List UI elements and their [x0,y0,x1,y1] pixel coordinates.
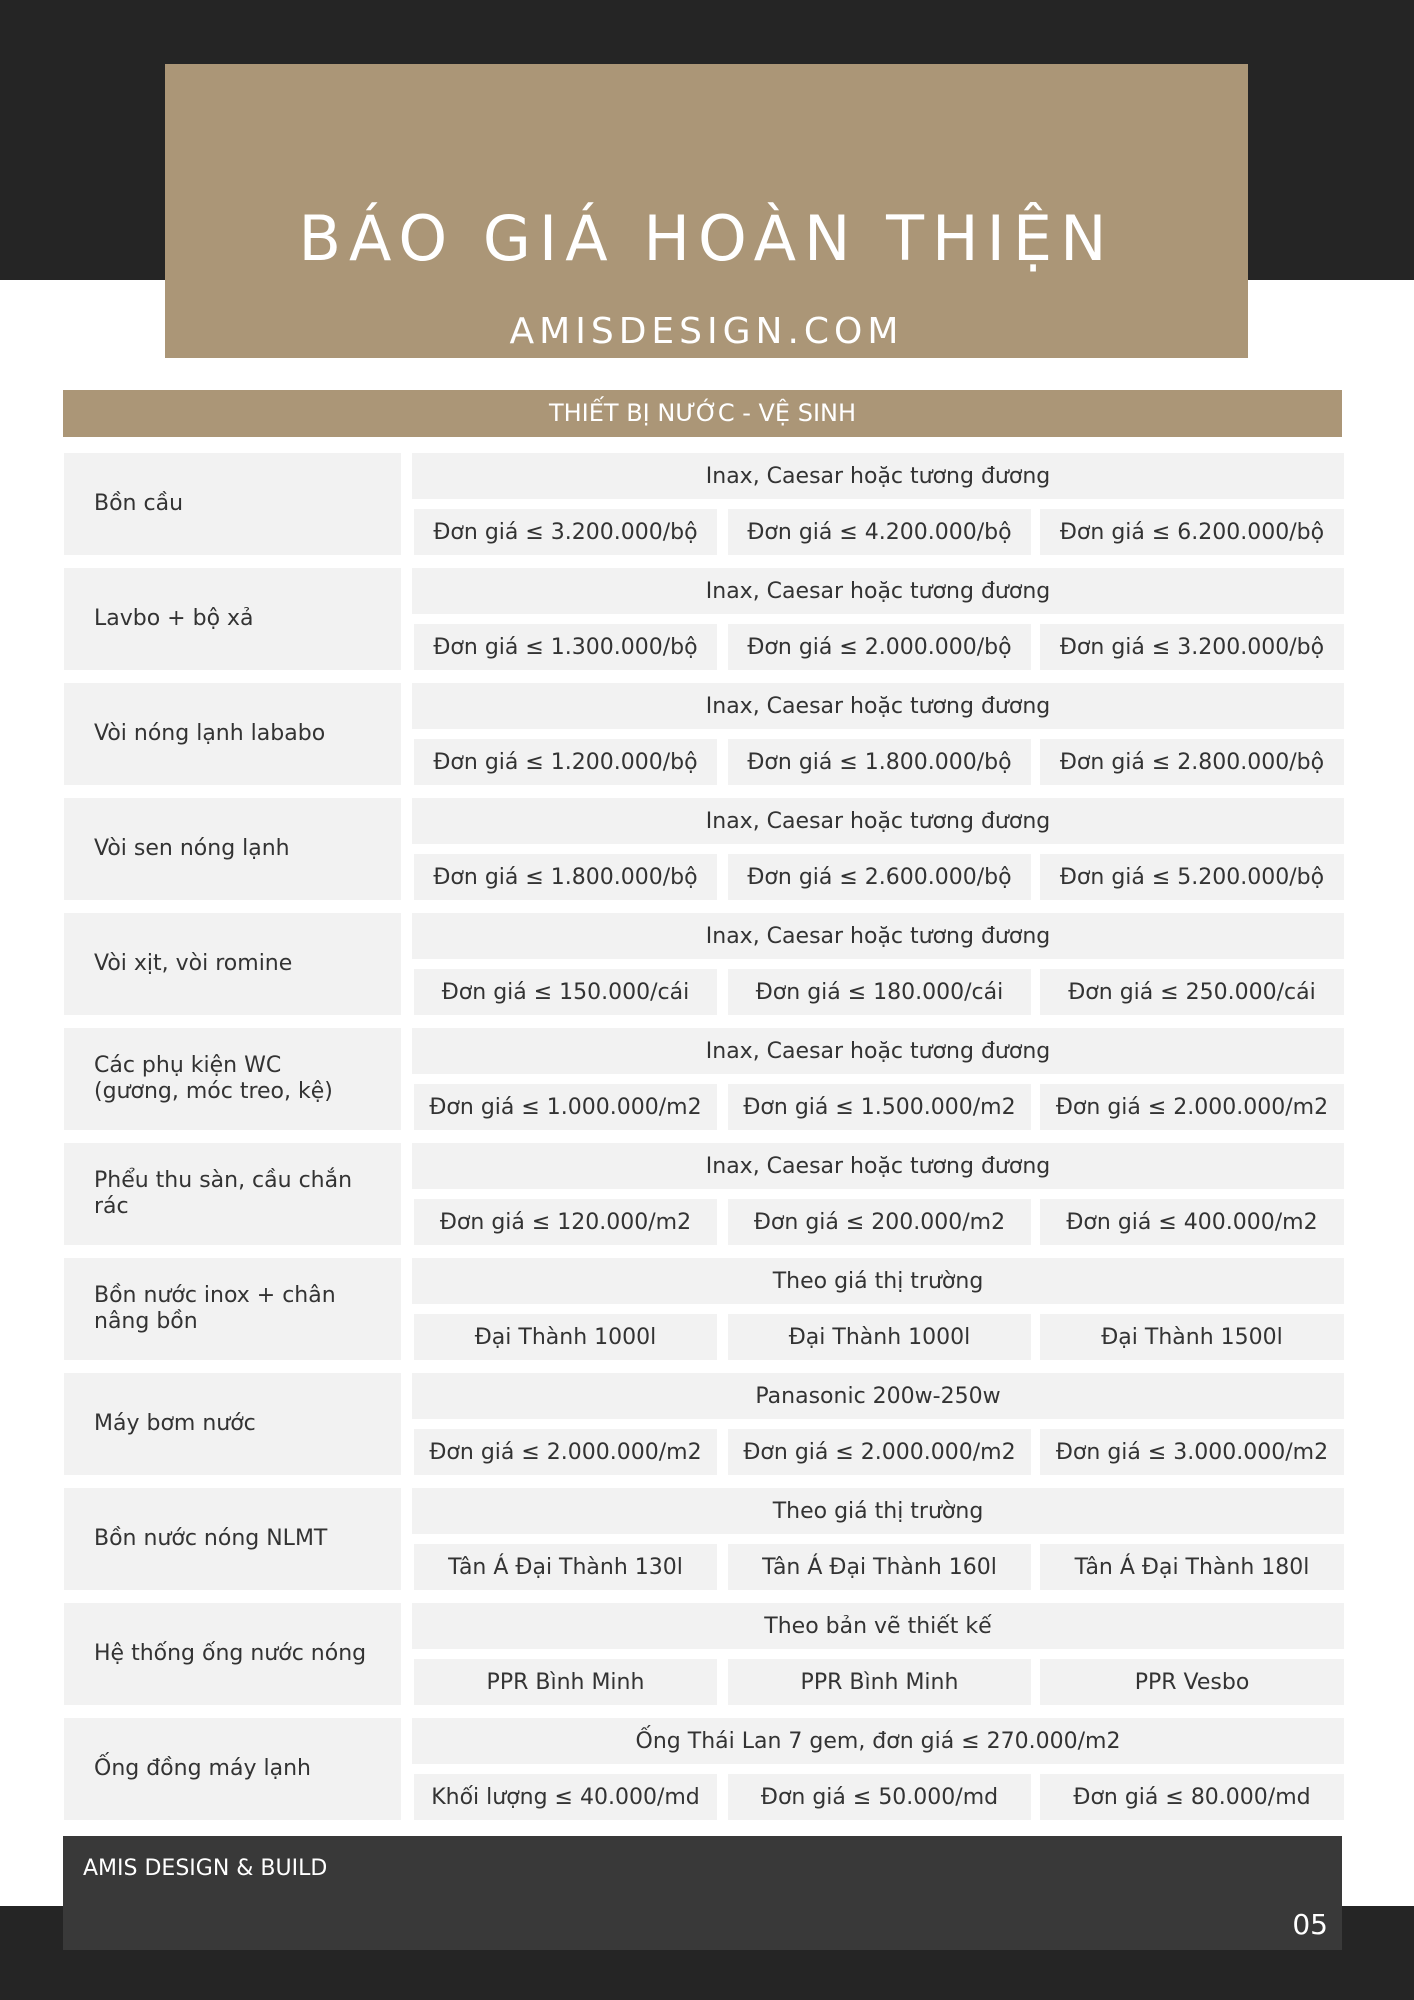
price-tier-3: PPR Vesbo [1040,1659,1344,1705]
item-label: Máy bơm nước [64,1373,401,1475]
price-tier-2: Đơn giá ≤ 1.800.000/bộ [728,739,1031,785]
table-row [63,1488,1344,1590]
table-row [63,798,1344,900]
price-tier-1: Tân Á Đại Thành 130l [414,1544,717,1590]
item-label: Vòi nóng lạnh lababo [64,683,401,785]
website-label: AMISDESIGN.COM [509,311,904,352]
price-tier-3: Đơn giá ≤ 5.200.000/bộ [1040,854,1344,900]
price-tier-3: Đơn giá ≤ 400.000/m2 [1040,1199,1344,1245]
price-tier-3: Đại Thành 1500l [1040,1314,1344,1360]
item-label: Lavbo + bộ xả [64,568,401,670]
item-label: Bồn nước inox + chân nâng bồn [64,1258,401,1360]
table-row [63,1258,1344,1360]
price-tier-3: Đơn giá ≤ 3.200.000/bộ [1040,624,1344,670]
brand-note: Inax, Caesar hoặc tương đương [412,453,1344,499]
brand-note: Inax, Caesar hoặc tương đương [412,1143,1344,1189]
price-tier-1: Đơn giá ≤ 1.800.000/bộ [414,854,717,900]
price-tier-3: Đơn giá ≤ 250.000/cái [1040,969,1344,1015]
table-row [63,683,1344,785]
price-tier-1: Đơn giá ≤ 150.000/cái [414,969,717,1015]
item-label: Vòi sen nóng lạnh [64,798,401,900]
item-label: Các phụ kiện WC (gương, móc treo, kệ) [64,1028,401,1130]
price-tier-2: Đơn giá ≤ 200.000/m2 [728,1199,1031,1245]
price-tier-2: Đại Thành 1000l [728,1314,1031,1360]
item-label: Phểu thu sàn, cầu chắn rác [64,1143,401,1245]
table-row [63,1603,1344,1705]
price-tier-2: Đơn giá ≤ 2.000.000/bộ [728,624,1031,670]
item-label: Vòi xịt, vòi romine [64,913,401,1015]
price-tier-1: Đơn giá ≤ 1.000.000/m2 [414,1084,717,1130]
price-tier-2: Đơn giá ≤ 4.200.000/bộ [728,509,1031,555]
table-row [63,568,1344,670]
table-row [63,1028,1344,1130]
item-label: Bồn nước nóng NLMT [64,1488,401,1590]
price-tier-2: Đơn giá ≤ 2.000.000/m2 [728,1429,1031,1475]
table-row [63,1718,1344,1820]
brand-note: Theo giá thị trường [412,1258,1344,1304]
brand-note: Theo giá thị trường [412,1488,1344,1534]
price-tier-1: Đơn giá ≤ 2.000.000/m2 [414,1429,717,1475]
price-tier-3: Đơn giá ≤ 3.000.000/m2 [1040,1429,1344,1475]
item-label: Ống đồng máy lạnh [64,1718,401,1820]
price-tier-2: PPR Bình Minh [728,1659,1031,1705]
brand-note: Ống Thái Lan 7 gem, đơn giá ≤ 270.000/m2 [412,1718,1344,1764]
section-title: THIẾT BỊ NƯỚC - VỆ SINH [63,390,1342,437]
brand-note: Inax, Caesar hoặc tương đương [412,568,1344,614]
price-tier-2: Đơn giá ≤ 2.600.000/bộ [728,854,1031,900]
footer-brand: AMIS DESIGN & BUILD [83,1856,328,1881]
page-title: BÁO GIÁ HOÀN THIỆN [298,202,1115,275]
price-tier-1: Khối lượng ≤ 40.000/md [414,1774,717,1820]
brand-note: Panasonic 200w-250w [412,1373,1344,1419]
brand-note: Inax, Caesar hoặc tương đương [412,1028,1344,1074]
price-tier-3: Đơn giá ≤ 80.000/md [1040,1774,1344,1820]
price-tier-3: Đơn giá ≤ 6.200.000/bộ [1040,509,1344,555]
footer-bar [63,1836,1342,1950]
table-row [63,1143,1344,1245]
price-tier-2: Đơn giá ≤ 180.000/cái [728,969,1031,1015]
table-row [63,453,1344,555]
header-banner [165,64,1248,358]
price-tier-1: Đại Thành 1000l [414,1314,717,1360]
price-tier-2: Đơn giá ≤ 1.500.000/m2 [728,1084,1031,1130]
brand-note: Inax, Caesar hoặc tương đương [412,913,1344,959]
price-tier-2: Tân Á Đại Thành 160l [728,1544,1031,1590]
brand-note: Theo bản vẽ thiết kế [412,1603,1344,1649]
item-label: Hệ thống ống nước nóng [64,1603,401,1705]
table-row [63,913,1344,1015]
price-tier-1: Đơn giá ≤ 3.200.000/bộ [414,509,717,555]
price-tier-3: Tân Á Đại Thành 180l [1040,1544,1344,1590]
price-tier-1: Đơn giá ≤ 1.200.000/bộ [414,739,717,785]
price-tier-3: Đơn giá ≤ 2.000.000/m2 [1040,1084,1344,1130]
item-label: Bồn cầu [64,453,401,555]
page-number: 05 [1292,1908,1328,1941]
price-tier-3: Đơn giá ≤ 2.800.000/bộ [1040,739,1344,785]
price-tier-1: Đơn giá ≤ 1.300.000/bộ [414,624,717,670]
price-tier-1: Đơn giá ≤ 120.000/m2 [414,1199,717,1245]
brand-note: Inax, Caesar hoặc tương đương [412,798,1344,844]
price-tier-1: PPR Bình Minh [414,1659,717,1705]
brand-note: Inax, Caesar hoặc tương đương [412,683,1344,729]
table-row [63,1373,1344,1475]
price-tier-2: Đơn giá ≤ 50.000/md [728,1774,1031,1820]
